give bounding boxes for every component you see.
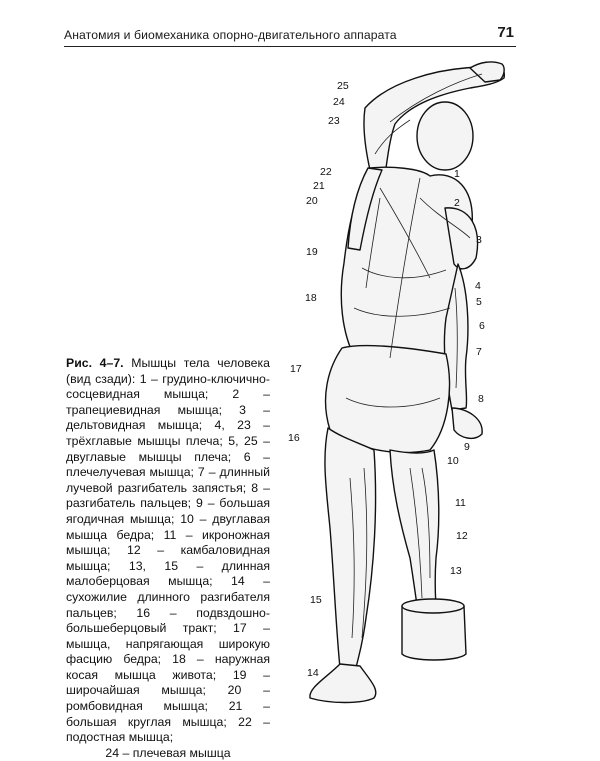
figure-label-1: 1 bbox=[454, 168, 460, 180]
figure-label-16: 16 bbox=[288, 432, 300, 444]
figure-label-23: 23 bbox=[328, 115, 340, 127]
figure-label-2: 2 bbox=[454, 197, 460, 209]
figure-caption bbox=[66, 356, 270, 761]
figure-label-11: 11 bbox=[455, 497, 466, 509]
figure-label-9: 9 bbox=[464, 441, 470, 453]
header-title: Анатомия и биомеханика опорно-двигательного аппарата bbox=[64, 28, 397, 42]
figure-label-18: 18 bbox=[305, 292, 317, 304]
figure-label-12: 12 bbox=[456, 530, 468, 542]
caption-text: Мышцы тела человека (вид сзади): 1 – грудино-ключично-сосцевидная мышца; 2 – трапециевидная мышца; 3 – дельтовидная мышца; 4, 23 – трёхглавые мышцы плеча; 5, 25 – двуглавые мышцы плеча; 6 – плечелучевая мышца; 7 – длинный лучевой разгибатель запястья; 8 – разгибатель пальцев; 9 – большая ягодичная мышца; 10 – двуглавая мышца бедра; 11 – икроножная мышца; 12 – камбаловидная мышца; 13, 15 – длинная малоберцовая мышца; 14 – сухожилие длинного разгибателя пальцев; 16 – подвздошно-большеберцовый тракт; 17 – мышца, напрягающая широкую фасцию бедра; 18 – наружная косая мышца живота; 19 – широчайшая мышца; 20 – ромбовидная мышца; 21 – большая круглая мышца; 22 – подостная мышца; bbox=[66, 356, 270, 745]
figure-label-15: 15 bbox=[310, 594, 322, 606]
page-number: 71 bbox=[497, 24, 514, 41]
figure-label-21: 21 bbox=[313, 180, 325, 192]
muscle-figure-illustration bbox=[270, 58, 530, 718]
figure-label-8: 8 bbox=[478, 393, 484, 405]
figure-label-24: 24 bbox=[333, 96, 345, 108]
figure-label-19: 19 bbox=[306, 246, 318, 258]
figure-label-13: 13 bbox=[450, 565, 462, 577]
figure-label-5: 5 bbox=[476, 296, 482, 308]
figure-label-4: 4 bbox=[475, 280, 481, 292]
figure-label-20: 20 bbox=[306, 195, 318, 207]
figure-label-6: 6 bbox=[479, 320, 485, 332]
figure-label-22: 22 bbox=[320, 166, 332, 178]
running-header bbox=[64, 26, 516, 47]
figure-label-3: 3 bbox=[476, 234, 482, 246]
human-back-muscles-drawing bbox=[270, 58, 530, 718]
caption-last-line: 24 – плечевая мышца bbox=[105, 745, 231, 760]
figure-label-25: 25 bbox=[337, 80, 349, 92]
caption-figure-label: Рис. 4–7. bbox=[66, 356, 124, 370]
figure-label-14: 14 bbox=[307, 667, 319, 679]
figure-label-10: 10 bbox=[447, 455, 459, 467]
figure-label-7: 7 bbox=[476, 346, 482, 358]
figure-label-17: 17 bbox=[290, 363, 302, 375]
